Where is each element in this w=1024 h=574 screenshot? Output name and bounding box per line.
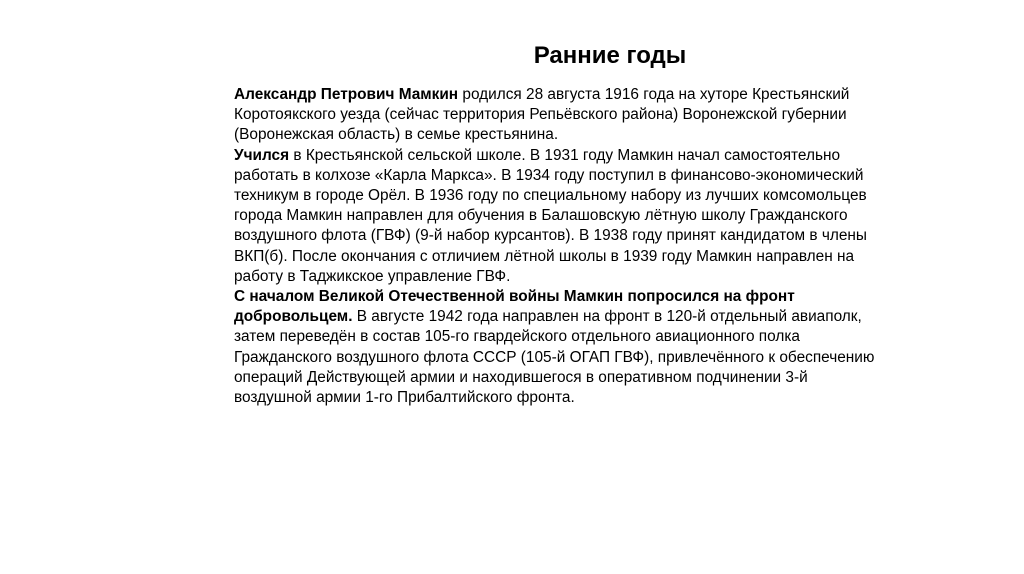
plain-text: воздушной армии 1-го Прибалтийского фронта. <box>234 389 575 407</box>
bold-text: Александр Петрович Мамкин <box>234 86 459 103</box>
paragraph-line <box>234 166 974 186</box>
bold-text: С началом Великой Отечественной войны Мамкин попросился на фронт <box>234 288 795 306</box>
plain-text: затем переведён в состав 105-го гвардейского отдельного авиационного полка <box>234 328 800 346</box>
plain-text: В августе 1942 года направлен на фронт в 120-й отдельный авиаполк, <box>352 308 862 326</box>
plain-text: работу в Таджикское управление ГВФ. <box>234 267 511 285</box>
paragraph-line <box>234 105 974 125</box>
plain-text: Коротоякского уезда (сейчас территория Репьёвского района) Воронежской губернии <box>234 106 847 124</box>
paragraph-line <box>234 226 974 246</box>
paragraph-line <box>234 348 974 368</box>
plain-text: операций Действующей армии и находившегося в оперативном подчинении 3-й <box>234 368 808 386</box>
plain-text: Гражданского воздушного флота СССР (105-й ОГАП ГВФ), привлечённого к обеспечению <box>234 348 875 366</box>
plain-text: города Мамкин направлен для обучения в Балашовскую лётную школу Гражданского <box>234 207 848 225</box>
paragraph-line <box>234 287 974 307</box>
paragraph-line <box>234 388 974 408</box>
paragraph-line <box>234 85 974 105</box>
paragraph-line <box>234 186 974 206</box>
bold-text: добровольцем. <box>234 308 353 326</box>
paragraph-line <box>234 368 974 388</box>
paragraph-line <box>234 307 974 327</box>
bold-text: Учился <box>234 146 290 164</box>
plain-text: в Крестьянской сельской школе. В 1931 году Мамкин начал самостоятельно <box>289 146 841 164</box>
paragraph-line <box>234 267 974 287</box>
plain-text: ВКП(б). После окончания с отличием лётной школы в 1939 году Мамкин направлен на <box>234 247 855 265</box>
plain-text: родился 28 августа 1916 года на хуторе Крестьянский <box>458 86 850 103</box>
plain-text: (Воронежская область) в семье крестьянина. <box>234 126 559 144</box>
paragraph-line <box>234 146 974 166</box>
slide-title: Ранние годы <box>533 42 687 69</box>
paragraph-line <box>234 247 974 267</box>
slide-body-text <box>234 85 974 408</box>
paragraph-line <box>234 206 974 226</box>
plain-text: работать в колхозе «Карла Маркса». В 1934 году поступил в финансово-экономический <box>234 166 864 184</box>
plain-text: техникум в городе Орёл. В 1936 году по специальному набору из лучших комсомольцев <box>234 187 867 205</box>
plain-text: воздушного флота (ГВФ) (9-й набор курсантов). В 1938 году принят кандидатом в члены <box>234 227 867 245</box>
paragraph-line <box>234 125 974 145</box>
paragraph-line <box>234 327 974 347</box>
